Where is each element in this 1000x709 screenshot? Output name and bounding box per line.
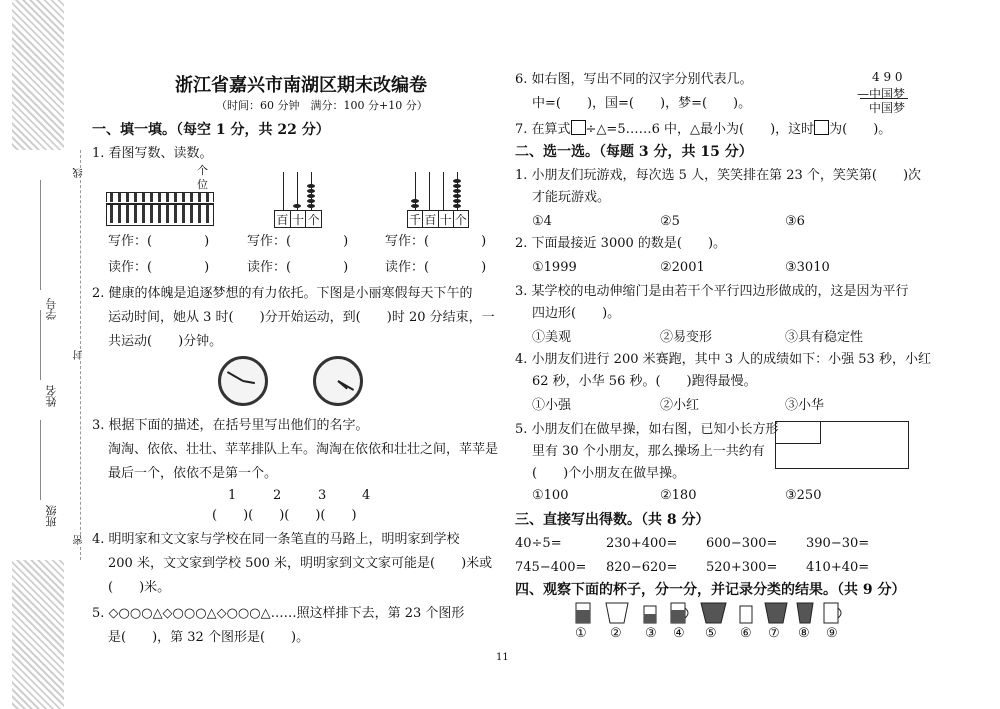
blank-square-icon-2 [814,120,829,135]
page-title: 浙江省嘉兴市南湖区期末改编卷 [175,75,427,96]
c5-opt-1: ①100 [532,488,569,503]
c3-opt-1: ①美观 [532,330,572,345]
c5-line-1: 5. 小朋友们在做早操，如右图，已知小长方形 [515,422,779,437]
calc-8: 410+40= [806,560,870,575]
calc-3: 600−300= [706,536,778,551]
label-class: 班级 [45,505,58,527]
write-2: 写作：( ) [247,234,349,249]
c1-opt-1: ①4 [532,214,552,229]
q4-line-3: ( )米。 [108,580,171,595]
label-name: 姓名 [45,385,58,407]
calc-5: 745−400= [515,560,587,575]
cup-3-icon [644,606,656,623]
read-3: 读作：( ) [385,260,487,275]
cup-5-icon [701,603,726,623]
q3-num-1: 1 [228,488,237,503]
page-number: 11 [496,652,509,663]
q2-line-2: 运动时间，她从 3 时( )分开始运动，到( )时 20 分结束，一 [108,310,495,325]
q2-line-1: 2. 健康的体魄是追逐梦想的有力依托。下图是小丽寒假每天下午的 [92,286,473,301]
c2-opt-3: ③3010 [785,260,830,275]
c5-opt-2: ②180 [660,488,697,503]
calc-2: 230+400= [606,536,678,551]
c5-line-3: ( )个小朋友在做早操。 [532,466,686,481]
calc-1: 40÷5= [515,536,562,551]
q7-line: 7. 在算式 ÷△=5……6 中，△最小为( )，这时 为( )。 [515,122,892,137]
mark-line: 线 [74,168,85,178]
q3-blanks: ( )( )( )( ) [212,508,357,523]
c4-opt-3: ③小华 [785,398,825,413]
q3-num-2: 2 [273,488,282,503]
cup-4-icon [671,603,688,623]
c4-opt-2: ②小红 [660,398,700,413]
blank-square-icon [571,120,586,135]
c4-opt-1: ①小强 [532,398,572,413]
c1-line-1: 1. 小朋友们玩游戏，每次选 5 人，笑笑排在第 23 个，笑笑第( )次 [515,168,922,183]
q5-line-1: 5. ◇○○○△◇○○○△◇○○○△……照这样排下去，第 23 个图形 [92,606,465,621]
c5-opt-3: ③250 [785,488,822,503]
section-4-heading: 四、观察下面的杯子，分一分，并记录分类的结果。（共 9 分） [515,582,906,598]
c5-line-2: 里有 30 个小朋友，那么操场上一共约有 [532,444,765,459]
cup-9-icon [824,603,841,623]
c1-opt-3: ③6 [785,214,805,229]
q3-line-1: 3. 根据下面的描述，在括号里写出他们的名字。 [92,418,369,433]
q3-line-2: 淘淘、依依、壮壮、苹苹排队上车。淘淘在依依和壮壮之间，苹苹是 [108,442,499,457]
q3-line-3: 最后一个，依依不是第一个。 [108,466,278,481]
c4-line-1: 4. 小朋友们进行 200 米赛跑，其中 3 人的成绩如下：小强 53 秒，小红 [515,352,931,367]
calc-6: 820−620= [606,560,678,575]
hatch-bottom [12,560,64,709]
q5-line-2: 是( )，第 32 个图形是( )。 [108,630,310,645]
c1-opt-2: ②5 [660,214,680,229]
mark-secret: 密 [74,535,85,545]
calc-4: 390−30= [806,536,870,551]
write-1: 写作：( ) [108,234,210,249]
read-1: 读作：( ) [108,260,210,275]
label-student-no: 学号 [45,298,58,320]
c2-opt-2: ②2001 [660,260,705,275]
binding-strip [0,0,95,709]
section-3-heading: 三、直接写出得数。（共 8 分） [515,512,710,528]
clock-start-icon [218,356,268,406]
q4-line-1: 4. 明明家和文文家与学校在同一条笔直的马路上，明明家到学校 [92,532,460,547]
q4-line-2: 200 米，文文家到学校 500 米，明明家到文文家可能是( )米或 [108,556,493,571]
section-1-heading: 一、填一填。（每空 1 分，共 22 分） [92,122,330,138]
cups-figure [570,600,850,626]
q3-num-3: 3 [318,488,327,503]
c4-line-2: 62 秒，小华 56 秒。( )跑得最慢。 [532,374,757,389]
cup-2-icon [606,603,628,623]
cup-8-icon [797,603,813,623]
read-2: 读作：( ) [247,260,349,275]
cup-6-icon [740,606,752,623]
cup-1-icon [576,603,590,623]
q2-line-3: 共运动( )分钟。 [108,334,223,349]
cup-7-icon [765,603,787,623]
c3-line-2: 四边形( )。 [532,306,621,321]
mark-seal: 封 [74,350,85,360]
clock-end-icon [313,356,363,406]
q6-line-2: 中=( )，国=( )，梦=( )。 [532,96,752,111]
q3-num-4: 4 [362,488,371,503]
write-3: 写作：( ) [385,234,487,249]
c3-opt-3: ③具有稳定性 [785,330,864,345]
calc-7: 520+300= [706,560,778,575]
c1-line-2: 才能玩游戏。 [532,190,611,205]
page-subtitle: （时间：60 分钟 满分：100 分+10 分） [216,99,428,112]
c3-line-1: 3. 某学校的电动伸缩门是由若干个平行四边形做成的，这是因为平行 [515,284,909,299]
q6-line-1: 6. 如右图，写出不同的汉字分别代表几。 [515,72,753,87]
c3-opt-2: ②易变形 [660,330,713,345]
c2-line: 2. 下面最接近 3000 的数是( )。 [515,236,727,251]
section-2-heading: 二、选一选。（每题 3 分，共 15 分） [515,144,753,160]
q1-text: 1. 看图写数、读数。 [92,146,213,161]
c2-opt-1: ①1999 [532,260,577,275]
hatch-top [12,0,64,150]
